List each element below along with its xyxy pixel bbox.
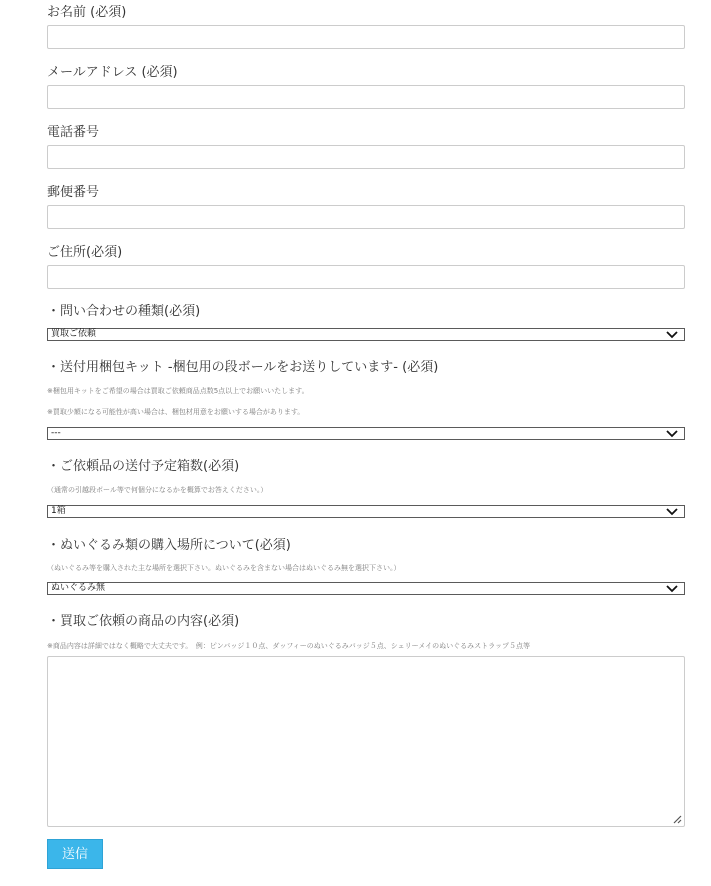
inquiry-type-label: ・問い合わせの種類(必須): [47, 304, 201, 319]
packing-kit-label: ・送付用梱包キット -梱包用の段ボールをお送りしています- (必須): [47, 360, 439, 375]
address-input[interactable]: [47, 265, 685, 289]
name-input[interactable]: [47, 25, 685, 49]
box-count-label: ・ご依頼品の送付予定箱数(必須): [47, 459, 240, 474]
packing-kit-select[interactable]: [47, 427, 685, 440]
inquiry-type-value: 買取ご依頼: [51, 329, 97, 339]
email-label: メールアドレス (必須): [47, 65, 178, 80]
chevron-down-icon: [666, 584, 678, 594]
phone-input[interactable]: [47, 145, 685, 169]
packing-kit-note-2: ※買取少額になる可能性が高い場合は、梱包材用意をお願いする場合があります。: [47, 408, 305, 416]
resize-grip-icon[interactable]: [670, 812, 682, 824]
purchase-place-note: （ぬいぐるみ等を購入された主な場所を選択下さい。ぬいぐるみを含まない場合はぬいぐるみ無を選択下さい。）: [47, 564, 401, 572]
purchase-place-select[interactable]: [47, 582, 685, 595]
chevron-down-icon: [666, 507, 678, 517]
box-count-select[interactable]: [47, 505, 685, 518]
address-label: ご住所(必須): [47, 245, 123, 260]
purchase-place-value: ぬいぐるみ無: [51, 583, 106, 593]
postal-label: 郵便番号: [47, 185, 100, 200]
inquiry-type-select[interactable]: [47, 328, 685, 341]
phone-label: 電話番号: [47, 125, 100, 140]
content-note: ※商品内容は詳細ではなく概略で大丈夫です。 例：ピンバッジ１０点、ダッフィーのぬいぐるみバッジ５点、シェリーメイのぬいぐるみストラップ５点等: [47, 642, 530, 650]
purchase-place-label: ・ぬいぐるみ類の購入場所について(必須): [47, 538, 291, 553]
content-label: ・買取ご依頼の商品の内容(必須): [47, 614, 240, 629]
email-input[interactable]: [47, 85, 685, 109]
submit-button[interactable]: 送信: [47, 839, 103, 869]
name-label: お名前 (必須): [47, 5, 127, 20]
packing-kit-note-1: ※梱包用キットをご希望の場合は買取ご依頼商品点数5点以上でお願いいたします。: [47, 387, 309, 395]
chevron-down-icon: [666, 330, 678, 340]
box-count-note: （通常の引越段ボール等で何個分になるかを概算でお答えください。）: [47, 486, 268, 494]
chevron-down-icon: [666, 429, 678, 439]
content-textarea[interactable]: [47, 656, 685, 827]
postal-code-input[interactable]: [47, 205, 685, 229]
box-count-value: 1箱: [51, 506, 66, 516]
packing-kit-value: ---: [51, 428, 61, 438]
